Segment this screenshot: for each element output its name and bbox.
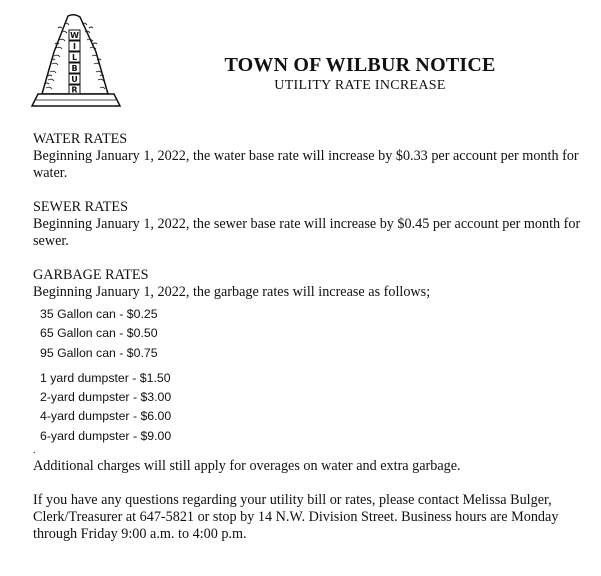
rate-item: 65 Gallon can - $0.50 — [40, 326, 158, 341]
garbage-rates-section — [33, 267, 589, 458]
wilbur-monument-icon — [28, 12, 124, 116]
water-rates-section — [33, 131, 589, 182]
water-rates-heading: WATER RATES — [33, 131, 128, 147]
garbage-rates-text: Beginning January 1, 2022, the garbage rates will increase as follows; — [33, 284, 431, 300]
rate-item: 6-yard dumpster - $9.00 — [40, 428, 172, 443]
stray-dot: . — [33, 445, 36, 457]
logo-letter: U — [71, 75, 78, 84]
garbage-rates-heading: GARBAGE RATES — [33, 267, 149, 283]
notice-subtitle: UTILITY RATE INCREASE — [274, 78, 446, 93]
rate-item: 35 Gallon can - $0.25 — [40, 307, 158, 321]
logo-letter: W — [70, 31, 79, 40]
rate-item: 4-yard dumpster - $6.00 — [40, 409, 172, 424]
sewer-rates-section — [33, 199, 589, 250]
additional-charges-text: Additional charges will still apply for overages on water and extra garbage. — [33, 458, 461, 475]
logo-letter: I — [73, 42, 76, 51]
notice-title: TOWN OF WILBUR NOTICE — [224, 54, 496, 76]
notice-body — [33, 131, 589, 543]
logo-letter: L — [71, 53, 78, 62]
logo-letter: R — [71, 85, 78, 95]
rate-item: 1 yard dumpster - $1.50 — [40, 370, 171, 385]
sewer-rates-heading: SEWER RATES — [33, 199, 128, 215]
garbage-rate-list — [40, 305, 589, 446]
contact-text: If you have any questions regarding your utility bill or rates, please contact Melissa Bulger, Clerk/Treasurer at 647-5821 or stop by 14 N.W. Division Street. Business hours are Monday through Friday 9:00 a.m. to 4:00 p.m. — [33, 492, 559, 543]
rate-item: 2-yard dumpster - $3.00 — [40, 390, 172, 405]
rate-item: 95 Gallon can - $0.75 — [40, 345, 158, 360]
sewer-rates-text: Beginning January 1, 2022, the sewer base rate will increase by $0.45 per account per month for sewer. — [33, 216, 581, 249]
logo-letter: B — [71, 64, 78, 73]
water-rates-text: Beginning January 1, 2022, the water base rate will increase by $0.33 per account per month for water. — [33, 148, 579, 181]
